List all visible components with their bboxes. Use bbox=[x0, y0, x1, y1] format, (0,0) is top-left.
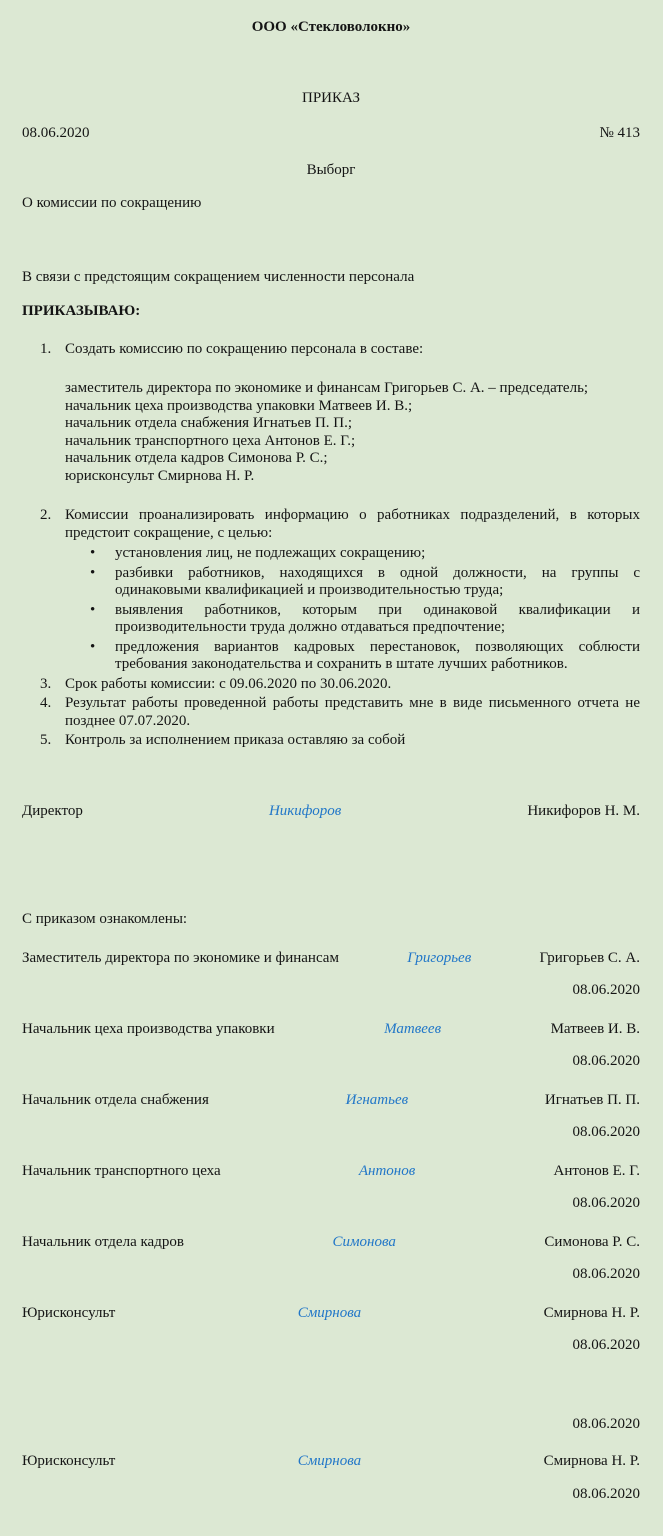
signature-row bbox=[22, 1234, 640, 1252]
ack-row-6 bbox=[22, 1305, 640, 1355]
ack-date: 08.06.2020 bbox=[572, 1124, 640, 1140]
director-signature-row bbox=[22, 803, 640, 821]
ack-signature: Смирнова bbox=[297, 1453, 362, 1469]
ack-name: Матвеев И. В. bbox=[550, 1020, 640, 1037]
ack-signature: Григорьев bbox=[407, 949, 472, 966]
document-date: 08.06.2020 bbox=[22, 125, 90, 141]
commission-member: начальник транспортного цеха Антонов Е. Г.; bbox=[65, 432, 356, 449]
item-number: 3. bbox=[40, 675, 52, 692]
ack-row-4 bbox=[22, 1163, 640, 1213]
ack-position: Начальник транспортного цеха bbox=[22, 1162, 221, 1179]
ack-date: 08.06.2020 bbox=[572, 1195, 640, 1211]
item-number: 2. bbox=[40, 507, 52, 523]
order-item-3 bbox=[22, 676, 640, 694]
ack-row-1 bbox=[22, 950, 640, 1000]
ack-row-2 bbox=[22, 1021, 640, 1071]
ack-name: Игнатьев П. П. bbox=[544, 1091, 640, 1108]
goal-item bbox=[22, 639, 640, 674]
signature-row bbox=[22, 950, 640, 968]
item-number: 5. bbox=[40, 732, 52, 748]
ack-name: Антонов Е. Г. bbox=[553, 1162, 640, 1179]
ack-position: Юрисконсульт bbox=[22, 1453, 116, 1469]
goals-bullet-list bbox=[22, 545, 640, 674]
goal-text: установления лиц, не подлежащих сокращению; bbox=[115, 545, 426, 561]
ack-name: Симонова Р. С. bbox=[544, 1233, 640, 1250]
ack-date: 08.06.2020 bbox=[572, 1485, 640, 1502]
director-position: Директор bbox=[22, 802, 83, 819]
ack-signature: Матвеев bbox=[384, 1020, 442, 1037]
commission-members-list bbox=[65, 380, 640, 485]
commission-member: начальник отдела кадров Симонова Р. С.; bbox=[65, 450, 328, 466]
ack-signature: Симонова bbox=[332, 1233, 396, 1250]
order-item-2 bbox=[22, 507, 640, 542]
ack-date: 08.06.2020 bbox=[572, 1337, 640, 1353]
ack-name: Смирнова Н. Р. bbox=[543, 1453, 640, 1469]
ack-row-3 bbox=[22, 1092, 640, 1142]
ack-row-7 bbox=[22, 1453, 640, 1503]
signature-row bbox=[22, 1163, 640, 1181]
goal-text: выявления работников, которым при одинаковой квалификации и производительности труда должно отдаваться предпочтение; bbox=[115, 601, 640, 635]
document-city: Выборг bbox=[306, 161, 356, 178]
ack-date: 08.06.2020 bbox=[572, 1053, 640, 1069]
ack-date: 08.06.2020 bbox=[572, 982, 640, 998]
commission-member: юрисконсульт Смирнова Н. Р. bbox=[65, 467, 255, 484]
ack-position: Юрисконсульт bbox=[22, 1304, 116, 1321]
item-text: Срок работы комиссии: с 09.06.2020 по 30.06.2020. bbox=[65, 675, 392, 692]
acknowledgment-heading: С приказом ознакомлены: bbox=[22, 911, 188, 927]
item-text: Создать комиссию по сокращению персонала в составе: bbox=[65, 340, 424, 357]
director-signature: Никифоров bbox=[268, 802, 342, 819]
ack-position: Начальник отдела кадров bbox=[22, 1233, 184, 1250]
goal-item bbox=[22, 565, 640, 600]
commission-member: начальник отдела снабжения Игнатьев П. П.; bbox=[65, 415, 353, 431]
ack-signature: Игнатьев bbox=[345, 1091, 409, 1108]
ack-name: Смирнова Н. Р. bbox=[543, 1304, 640, 1321]
order-item-4 bbox=[22, 695, 640, 730]
signature-row bbox=[22, 1453, 640, 1471]
goal-item bbox=[22, 545, 640, 563]
ack-signature: Смирнова bbox=[297, 1304, 362, 1321]
goal-item bbox=[22, 602, 640, 637]
order-word: ПРИКАЗЫВАЮ: bbox=[22, 303, 141, 319]
company-name: ООО «Стекловолокно» bbox=[251, 19, 411, 35]
ack-row-5 bbox=[22, 1234, 640, 1284]
ack-position: Заместитель директора по экономике и финансам bbox=[22, 949, 339, 966]
item-text: Контроль за исполнением приказа оставляю за собой bbox=[65, 732, 406, 748]
goal-text: предложения вариантов кадровых перестановок, позволяющих соблюсти требования законодательства и сохранить в штате лучших работников. bbox=[115, 638, 640, 672]
signature-row bbox=[22, 1305, 640, 1323]
ack-position: Начальник отдела снабжения bbox=[22, 1091, 209, 1108]
commission-member: начальник цеха производства упаковки Матвеев И. В.; bbox=[65, 397, 413, 414]
item-number: 4. bbox=[40, 695, 52, 711]
standalone-date: 08.06.2020 bbox=[572, 1415, 640, 1432]
item-number: 1. bbox=[40, 340, 52, 357]
goal-text: разбивки работников, находящихся в одной должности, на группы с одинаковыми квалификацией и производительностью труда; bbox=[115, 564, 640, 598]
order-item-5 bbox=[22, 732, 640, 750]
director-name: Никифоров Н. М. bbox=[527, 802, 640, 819]
signature-row bbox=[22, 1021, 640, 1039]
document-number: № 413 bbox=[599, 125, 640, 141]
ack-name: Григорьев С. А. bbox=[539, 949, 640, 966]
bullet-icon: • bbox=[90, 564, 96, 581]
bullet-icon: • bbox=[90, 601, 96, 618]
preamble-text: В связи с предстоящим сокращением численности персонала bbox=[22, 268, 415, 285]
item-text: Комиссии проанализировать информацию о работниках подразделений, в которых предстоит сокращение, с целью: bbox=[65, 507, 640, 541]
ack-date: 08.06.2020 bbox=[572, 1266, 640, 1282]
document-title: ПРИКАЗ bbox=[302, 89, 360, 106]
order-item-1 bbox=[22, 341, 640, 359]
document-subject: О комиссии по сокращению bbox=[22, 195, 202, 211]
commission-member: заместитель директора по экономике и финансам Григорьев С. А. – председатель; bbox=[65, 380, 589, 396]
signature-row bbox=[22, 1092, 640, 1110]
ack-position: Начальник цеха производства упаковки bbox=[22, 1020, 275, 1037]
item-text: Результат работы проведенной работы представить мне в виде письменного отчета не позднее 07.07.2020. bbox=[65, 695, 640, 729]
date-number-row bbox=[22, 125, 640, 143]
ack-signature: Антонов bbox=[358, 1162, 416, 1179]
bullet-icon: • bbox=[90, 638, 96, 655]
bullet-icon: • bbox=[90, 545, 96, 561]
